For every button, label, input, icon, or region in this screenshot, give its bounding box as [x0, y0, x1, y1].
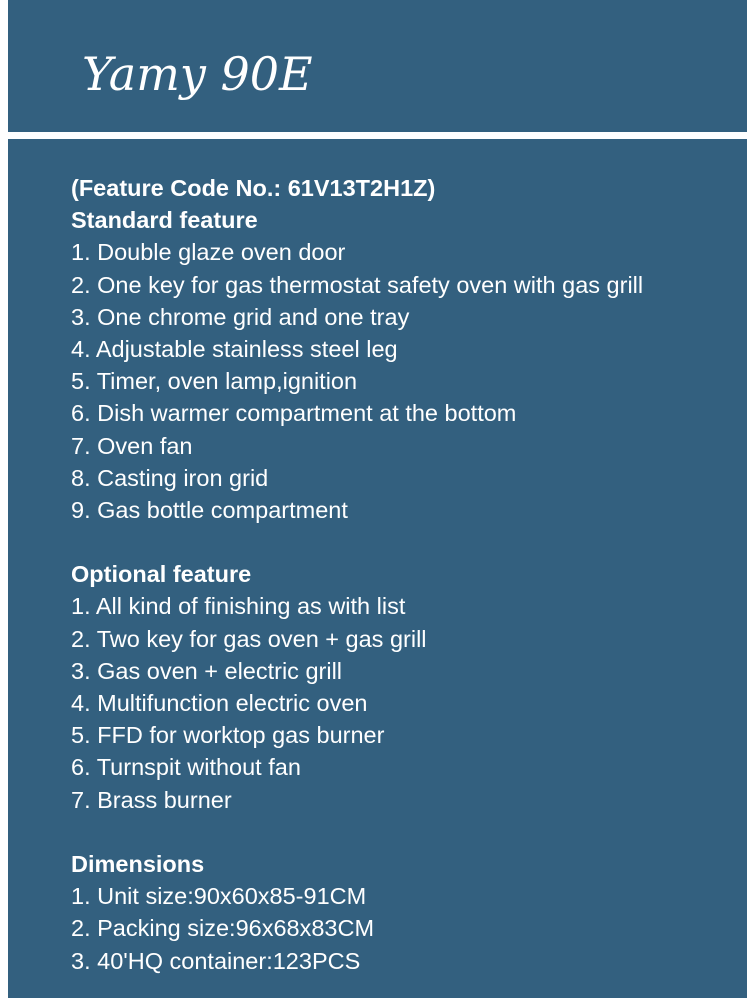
brand-logo-text: Yamy 90E [82, 47, 313, 101]
list-item: 7. Brass burner [71, 786, 232, 813]
list-item: 2. One key for gas thermostat safety oven with gas grill [71, 271, 644, 298]
list-item: 5. Timer, oven lamp,ignition [71, 368, 358, 395]
list-item: 3. Gas oven + electric grill [71, 657, 343, 684]
list-item: 2. Two key for gas oven + gas grill [71, 625, 427, 652]
list-item: 8. Casting iron grid [71, 464, 269, 491]
list-item: 2. Packing size:96x68x83CM [71, 915, 375, 942]
list-item: 6. Dish warmer compartment at the bottom [71, 400, 517, 427]
brand-logo [78, 38, 338, 108]
spec-text [71, 172, 643, 977]
list-item: 4. Multifunction electric oven [71, 690, 368, 716]
list-item: 5. FFD for worktop gas burner [71, 722, 385, 749]
list-item: 1. All kind of finishing as with list [71, 593, 406, 620]
feature-code: (Feature Code No.: 61V13T2H1Z) [71, 175, 436, 201]
list-item: 1. Unit size:90x60x85-91CM [71, 883, 367, 910]
list-item: 1. Double glaze oven door [71, 239, 346, 266]
list-item: 6. Turnspit without fan [71, 754, 301, 781]
section-spacer [71, 816, 643, 848]
section-spacer [71, 526, 643, 558]
standard-feature-heading: Standard feature [71, 207, 258, 234]
list-item: 3. 40'HQ container:123PCS [71, 947, 361, 974]
list-item: 9. Gas bottle compartment [71, 496, 348, 523]
list-item: 4. Adjustable stainless steel leg [71, 335, 398, 362]
list-item: 7. Oven fan [71, 432, 193, 459]
dimensions-heading: Dimensions [71, 850, 205, 877]
list-item: 3. One chrome grid and one tray [71, 303, 410, 330]
optional-feature-heading: Optional feature [71, 561, 252, 588]
